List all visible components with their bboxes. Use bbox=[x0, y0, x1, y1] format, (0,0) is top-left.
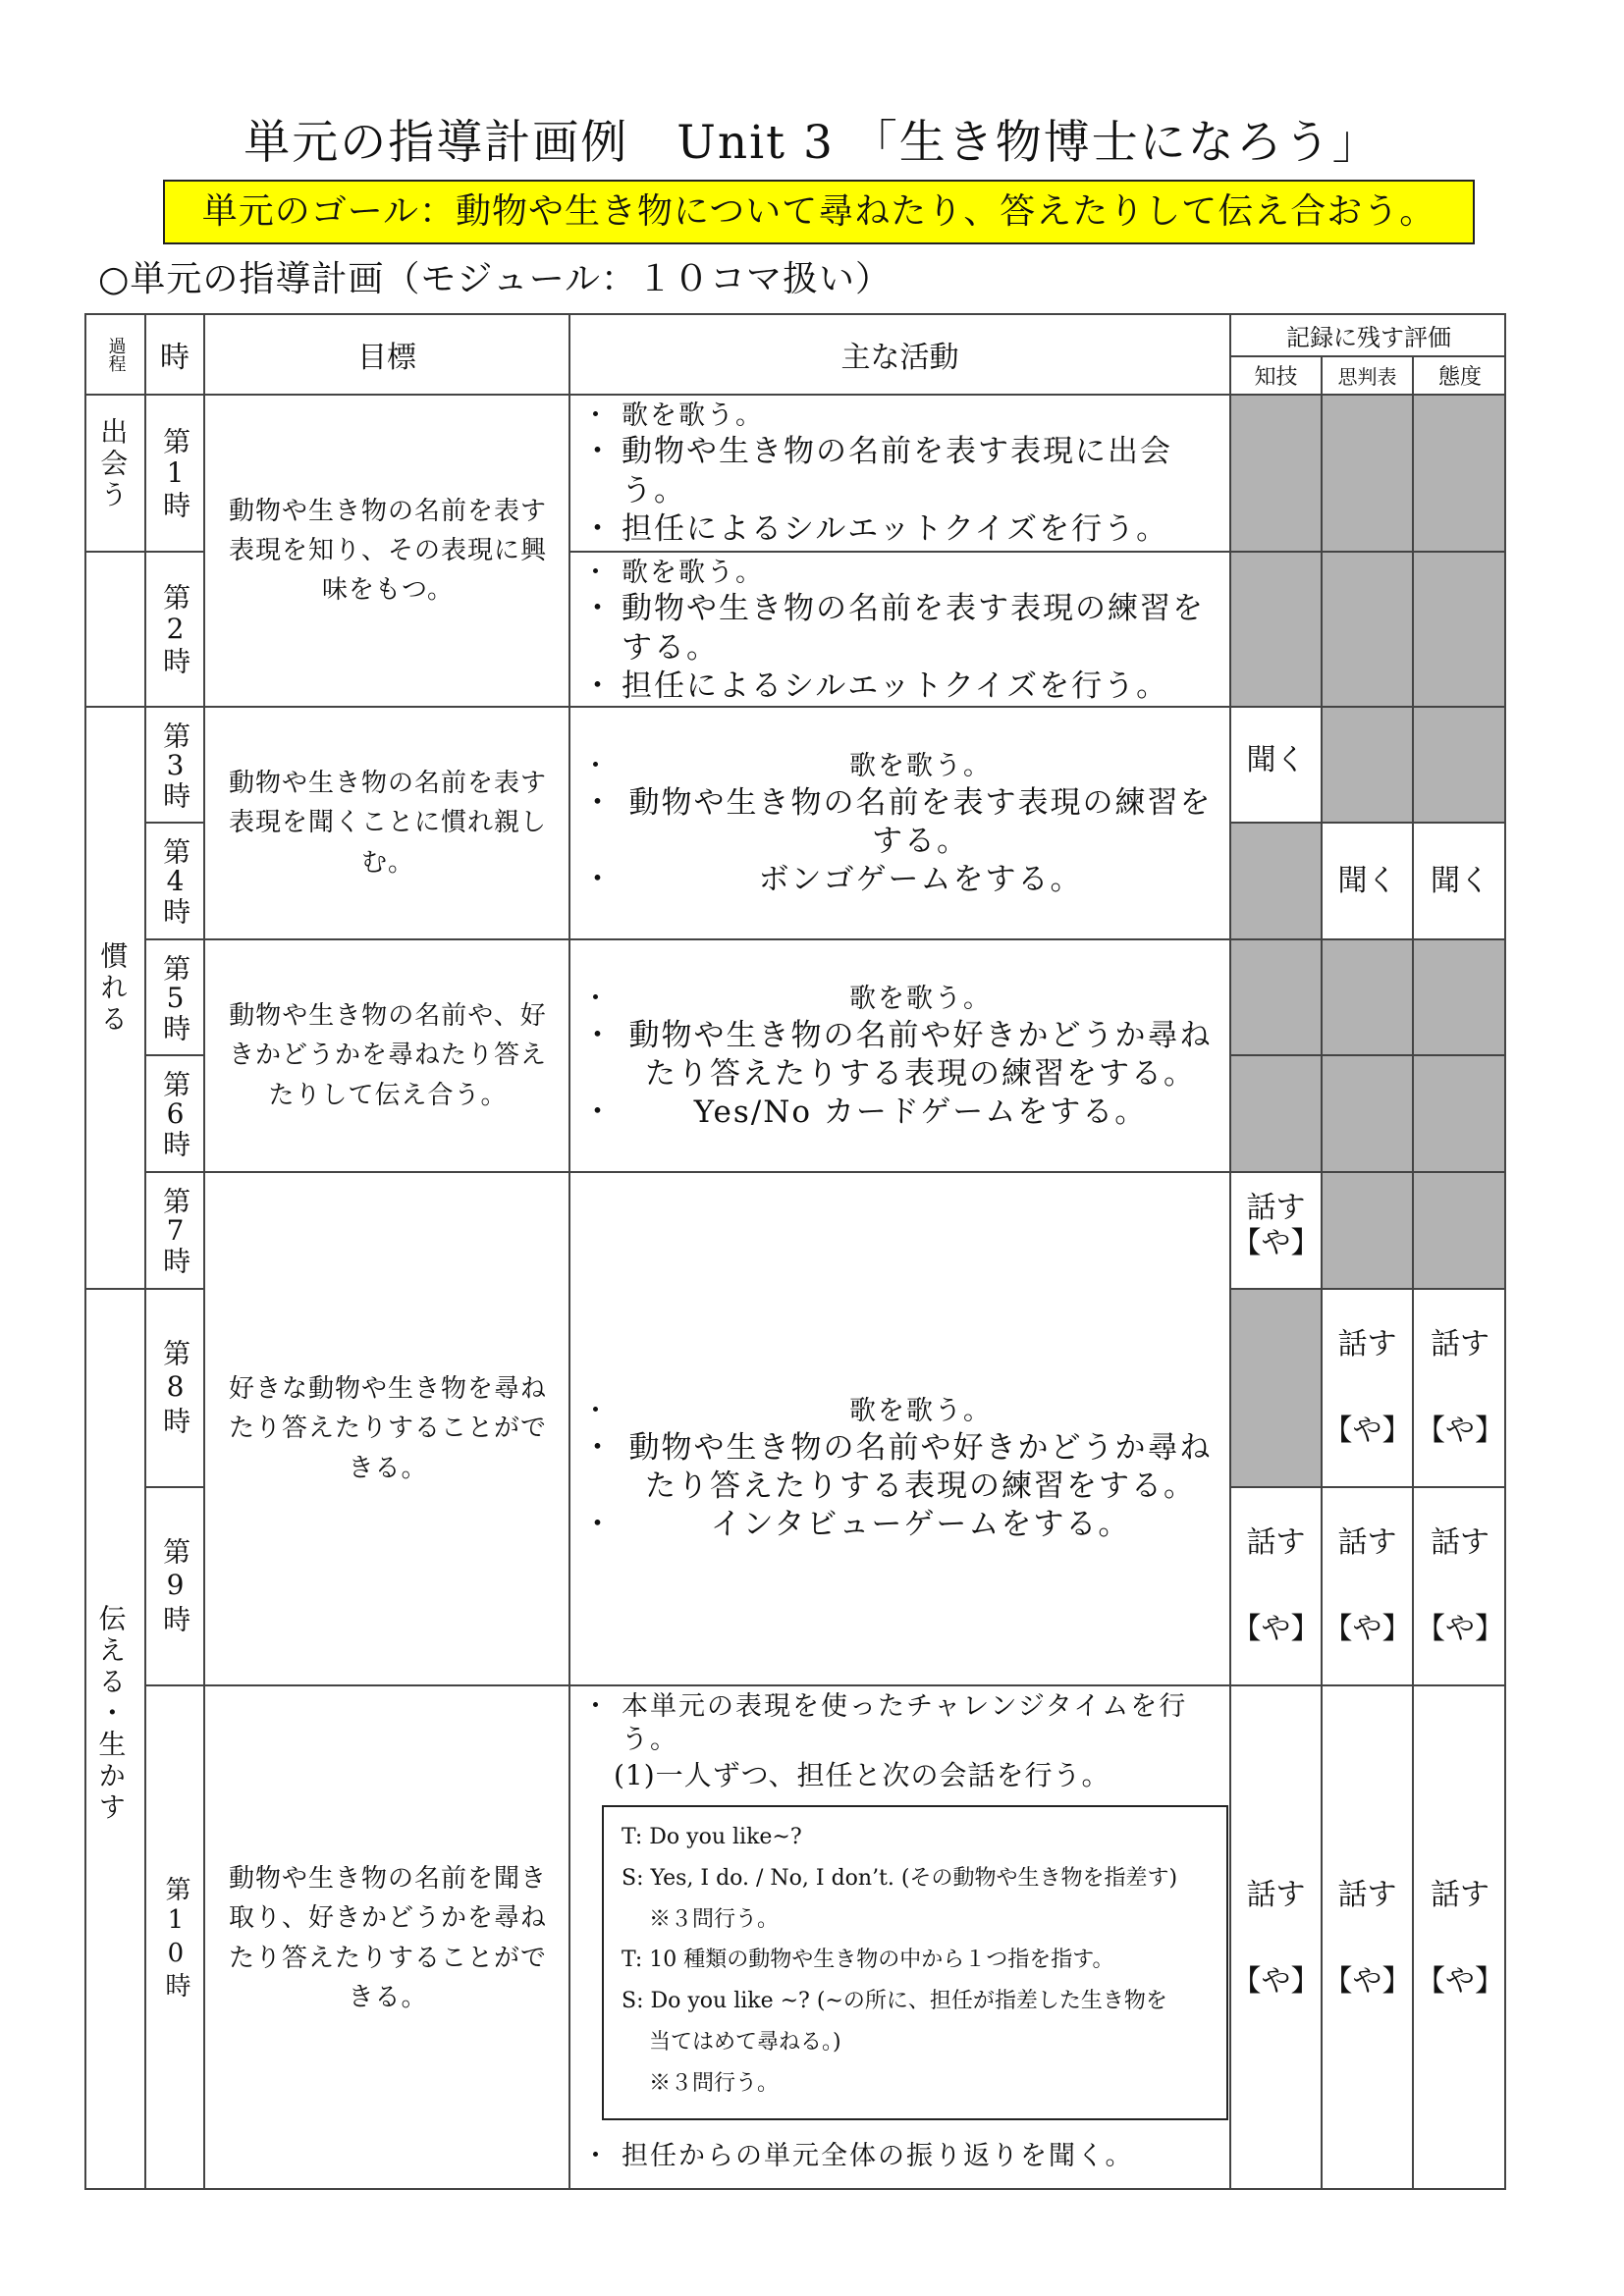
activity-cell bbox=[568, 551, 1229, 706]
activity-item: ・ 動物や生き物の名前や好きかどうか尋ねたり答えたりする表現の練習をする。 bbox=[582, 1429, 1219, 1507]
goal-cell: 動物や生き物の名前を表す表現を知り、その表現に興味をもつ。 bbox=[203, 394, 568, 706]
eval-cell-knowledge: 話す 【や】 bbox=[1229, 1486, 1321, 1684]
period-cell: 第5時 bbox=[144, 938, 203, 1054]
eval-cell-empty bbox=[1321, 938, 1412, 1054]
activity-item: ・ 動物や生き物の名前を表す表現の練習をする。 bbox=[582, 590, 1219, 667]
process-cell: 慣れる bbox=[84, 706, 144, 1288]
eval-cell-empty bbox=[1229, 394, 1321, 551]
activity-cell bbox=[568, 938, 1229, 1171]
header-attitude: 態度 bbox=[1412, 355, 1506, 394]
dialog-line: S: Yes, I do. / No, I don’t. (その動物や生き物を指差す) bbox=[622, 1865, 1178, 1891]
eval-cell-empty bbox=[1229, 1288, 1321, 1486]
eval-cell-attitude: 話す 【や】 bbox=[1412, 1684, 1506, 2190]
activity-item: ・ インタビューゲームをする。 bbox=[582, 1506, 1219, 1544]
dialog-box bbox=[602, 1805, 1228, 2120]
goal-cell: 好きな動物や生き物を尋ねたり答えたりすることができる。 bbox=[203, 1171, 568, 1684]
eval-cell-empty bbox=[1229, 938, 1321, 1054]
header-period: 時 bbox=[144, 313, 203, 394]
dialog-line: S: Do you like ~? (~の所に、担任が指差した生き物を bbox=[622, 1989, 1167, 2014]
process-cell: 伝える・生かす bbox=[84, 1288, 144, 2190]
plan-subheading: ○単元の指導計画（モジュール：１０コマ扱い） bbox=[98, 259, 892, 299]
eval-cell-empty bbox=[1412, 1054, 1506, 1171]
activity-item: ・ 歌を歌う。 bbox=[582, 983, 1219, 1016]
activity-item: ・ ボンゴゲームをする。 bbox=[582, 861, 1219, 899]
activity-item: ・ 担任によるシルエットクイズを行う。 bbox=[582, 667, 1219, 706]
activity-item: ・ 歌を歌う。 bbox=[582, 750, 1219, 783]
process-cell: 出会う bbox=[84, 394, 144, 551]
dialog-line: ※３問行う。 bbox=[649, 2070, 780, 2096]
activity-cell bbox=[568, 706, 1229, 938]
activity-subitem: (1)一人ずつ、担任と次の会話を行う。 bbox=[614, 1758, 1110, 1791]
eval-cell-empty bbox=[1229, 551, 1321, 706]
period-cell: 第4時 bbox=[144, 822, 203, 938]
eval-cell-thinking: 話す 【や】 bbox=[1321, 1486, 1412, 1684]
page-title: 単元の指導計画例 Unit 3 「生き物博士になろう」 bbox=[244, 116, 1380, 170]
eval-cell-empty bbox=[1229, 1054, 1321, 1171]
eval-cell-knowledge: 聞く bbox=[1229, 706, 1321, 822]
unit-goal-banner: 単元のゴール：動物や生き物について尋ねたり、答えたりして伝え合おう。 bbox=[163, 180, 1475, 244]
period-cell: 第10時 bbox=[144, 1684, 203, 2190]
activity-item: ・ 担任によるシルエットクイズを行う。 bbox=[582, 510, 1219, 549]
header-thinking: 思判表 bbox=[1321, 355, 1412, 394]
activity-item: ・ 本単元の表現を使ったチャレンジタイムを行う。 bbox=[582, 1690, 1219, 1758]
eval-cell-thinking: 話す 【や】 bbox=[1321, 1684, 1412, 2190]
eval-cell-attitude: 話す 【や】 bbox=[1412, 1486, 1506, 1684]
goal-cell: 動物や生き物の名前を聞き取り、好きかどうかを尋ねたり答えたりすることができる。 bbox=[203, 1684, 568, 2190]
eval-cell-empty bbox=[1321, 706, 1412, 822]
eval-cell-thinking: 話す 【や】 bbox=[1321, 1288, 1412, 1486]
dialog-line: 当てはめて尋ねる。) bbox=[649, 2029, 841, 2055]
eval-cell-empty bbox=[1412, 706, 1506, 822]
dialog-line: T: Do you like~? bbox=[622, 1824, 802, 1849]
dialog-line: T: 10 種類の動物や生き物の中から１つ指を指す。 bbox=[622, 1948, 1114, 1973]
activity-item: ・ 動物や生き物の名前を表す表現に出会う。 bbox=[582, 433, 1219, 510]
activity-item: ・ Yes/No カードゲームをする。 bbox=[582, 1094, 1219, 1132]
activity-item: ・ 歌を歌う。 bbox=[582, 400, 1219, 433]
period-cell: 第1時 bbox=[144, 394, 203, 551]
eval-cell-attitude: 聞く bbox=[1412, 822, 1506, 938]
period-cell: 第3時 bbox=[144, 706, 203, 822]
goal-cell: 動物や生き物の名前を表す表現を聞くことに慣れ親しむ。 bbox=[203, 706, 568, 938]
eval-cell-empty bbox=[1321, 1054, 1412, 1171]
eval-cell-empty bbox=[1412, 938, 1506, 1054]
eval-cell-empty bbox=[1412, 394, 1506, 551]
eval-cell-empty bbox=[1321, 1171, 1412, 1288]
eval-cell-empty bbox=[1412, 1171, 1506, 1288]
header-goal: 目標 bbox=[203, 313, 568, 394]
activity-item: ・ 歌を歌う。 bbox=[582, 1395, 1219, 1428]
header-process: 過程 bbox=[84, 313, 144, 394]
activity-cell bbox=[568, 394, 1229, 551]
period-cell: 第6時 bbox=[144, 1054, 203, 1171]
activity-item: ・ 動物や生き物の名前や好きかどうか尋ねたり答えたりする表現の練習をする。 bbox=[582, 1017, 1219, 1095]
eval-cell-empty bbox=[1321, 394, 1412, 551]
eval-cell-knowledge: 話す 【や】 bbox=[1229, 1684, 1321, 2190]
eval-cell-thinking: 聞く bbox=[1321, 822, 1412, 938]
period-cell: 第2時 bbox=[144, 551, 203, 706]
eval-cell-empty bbox=[1321, 551, 1412, 706]
goal-cell: 動物や生き物の名前や、好きかどうかを尋ねたり答えたりして伝え合う。 bbox=[203, 938, 568, 1171]
header-evaluation: 記録に残す評価 bbox=[1229, 313, 1506, 355]
period-cell: 第8時 bbox=[144, 1288, 203, 1486]
process-cell bbox=[84, 551, 144, 706]
activity-item: ・ 動物や生き物の名前を表す表現の練習をする。 bbox=[582, 784, 1219, 862]
activity-item: ・ 担任からの単元全体の振り返りを聞く。 bbox=[582, 2140, 1219, 2173]
eval-cell-empty bbox=[1229, 822, 1321, 938]
period-cell: 第9時 bbox=[144, 1486, 203, 1684]
activity-item: ・ 歌を歌う。 bbox=[582, 557, 1219, 590]
eval-cell-empty bbox=[1412, 551, 1506, 706]
dialog-line: ※３問行う。 bbox=[649, 1906, 780, 1932]
period-cell: 第7時 bbox=[144, 1171, 203, 1288]
eval-cell-knowledge: 話す 【や】 bbox=[1229, 1171, 1321, 1288]
activity-cell bbox=[568, 1171, 1229, 1684]
eval-cell-attitude: 話す 【や】 bbox=[1412, 1288, 1506, 1486]
activity-cell bbox=[568, 1684, 1229, 2190]
header-knowledge: 知技 bbox=[1229, 355, 1321, 394]
header-activities: 主な活動 bbox=[568, 313, 1229, 394]
